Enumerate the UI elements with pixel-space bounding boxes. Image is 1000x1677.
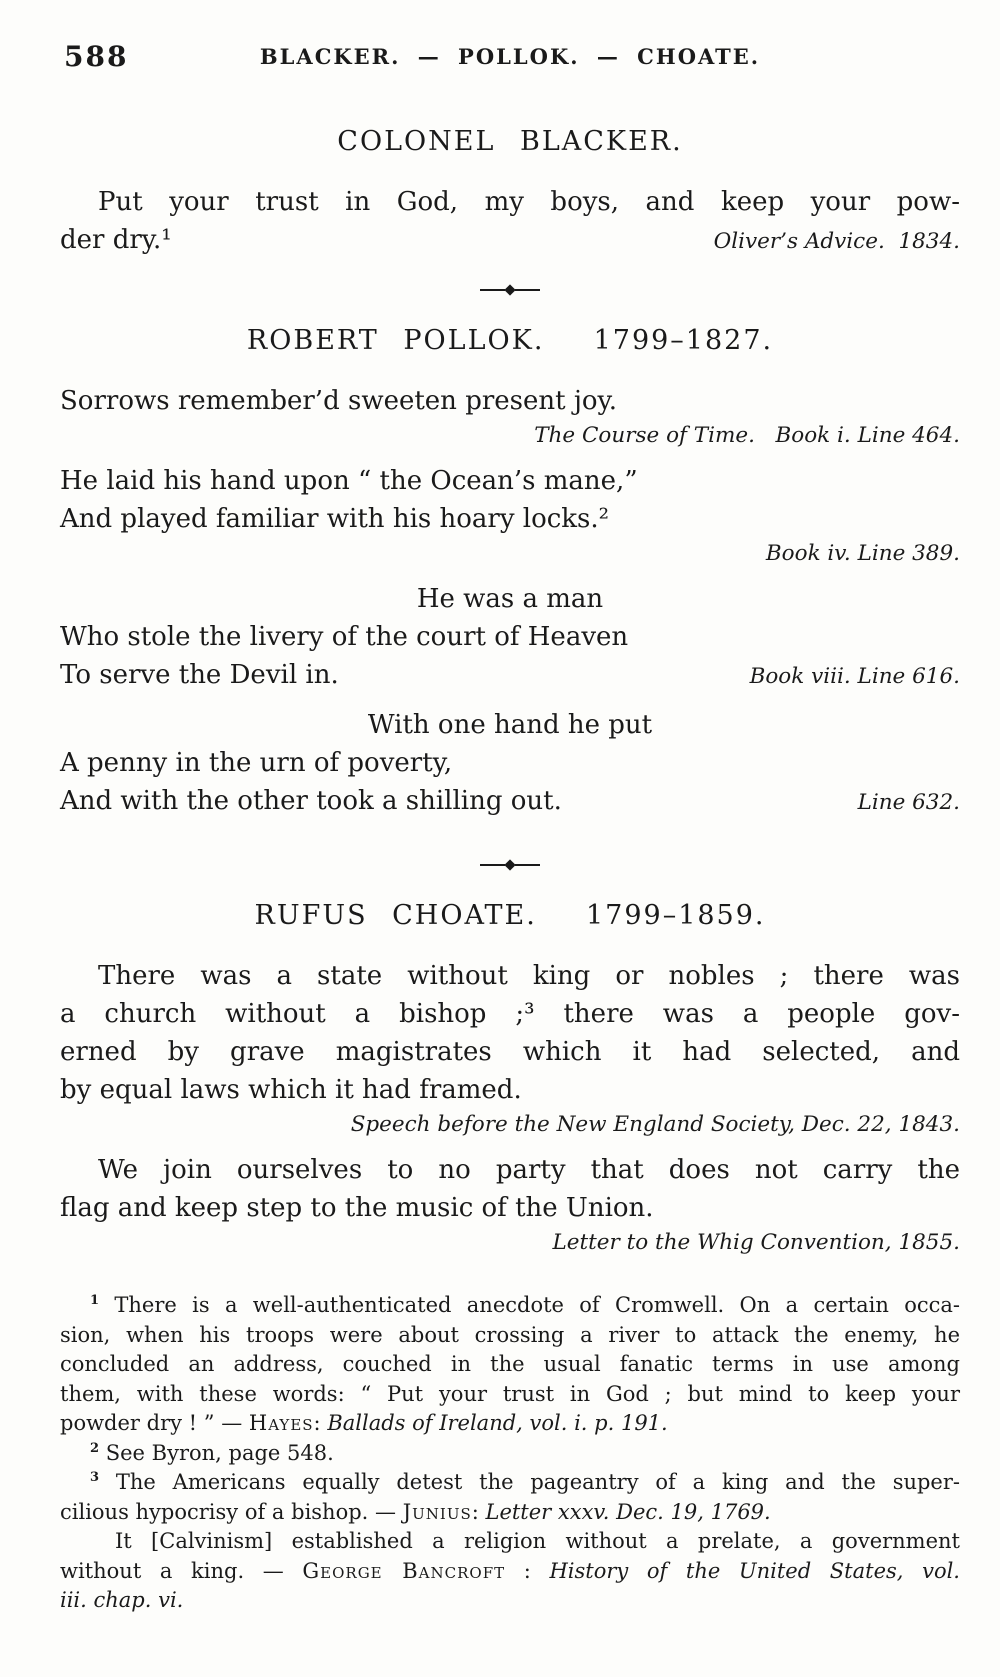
diamond-ornament-icon: [504, 859, 515, 870]
footnote-line: [60, 1557, 960, 1587]
footnote-line: [60, 1321, 960, 1351]
footnote-text: without a king. —: [60, 1558, 303, 1583]
citation: Book iv. Line 389.: [765, 541, 960, 566]
section-rufus-choate: [60, 900, 960, 1259]
footnote-marker: 2: [90, 1440, 100, 1456]
section-heading-choate: RUFUS CHOATE. 1799–1859.: [254, 900, 766, 931]
footnote-line: [60, 1468, 960, 1498]
citation: Oliver’s Advice. 1834.: [713, 229, 960, 254]
footnote-text: concluded an address, couched in the usual fanatic terms in use among: [60, 1352, 960, 1376]
quote-line: He laid his hand upon “ the Ocean’s mane,”: [60, 466, 638, 496]
footnote-text: There is a well-authenticated anecdote of Cromwell. On a certain occa-: [99, 1293, 960, 1317]
quote-line-with-citation: [60, 656, 960, 696]
quote-line-with-citation: [60, 221, 960, 261]
citation: Line 632.: [857, 790, 960, 815]
quote-line: Sorrows remember’d sweeten present joy.: [60, 386, 618, 416]
footnote-text: :: [313, 1411, 328, 1435]
quote-line: To serve the Devil in.: [60, 660, 339, 690]
pollok-quote-1: [60, 382, 960, 452]
quote-line: erned by grave magistrates which it had selected, and: [60, 1037, 960, 1067]
footnotes: [60, 1291, 960, 1616]
footnote-line: [60, 1439, 960, 1469]
citation: The Course of Time. Book i. Line 464.: [534, 423, 960, 448]
diamond-ornament-icon: [504, 284, 515, 295]
footnote-line: [60, 1498, 960, 1528]
footnote-text: George Bancroft: [302, 1558, 506, 1583]
footnote-text: See Byron, page 548.: [99, 1440, 334, 1465]
quote-line: He was a man: [416, 584, 604, 614]
footnote-text: iii. chap. vi.: [60, 1588, 184, 1612]
citation-line: [60, 1227, 960, 1259]
footnote-marker: 1: [90, 1293, 100, 1308]
blacker-quote: [60, 183, 960, 261]
quote-line: Put your trust in God, my boys, and keep your pow-: [98, 187, 960, 217]
footnote-line: [60, 1291, 960, 1321]
footnote-text: Ballads of Ireland, vol. i. p. 191.: [327, 1411, 668, 1435]
footnote-marker: 3: [90, 1470, 100, 1485]
running-header-title: BLACKER. — POLLOK. — CHOATE.: [259, 44, 761, 69]
section-heading-pollok: ROBERT POLLOK. 1799–1827.: [246, 325, 774, 356]
quote-line: And with the other took a shilling out.: [60, 786, 562, 816]
quote-line: Who stole the livery of the court of Heaven: [60, 622, 629, 652]
quote-line: There was a state without king or nobles ; there was: [98, 961, 960, 991]
quote-line: flag and keep step to the music of the Union.: [60, 1193, 654, 1223]
citation: Letter to the Whig Convention, 1855.: [552, 1230, 960, 1255]
page-header: [60, 40, 960, 76]
section-heading-blacker: COLONEL BLACKER.: [337, 126, 683, 157]
pollok-quote-4: [60, 706, 960, 822]
quote-line-with-citation: [60, 782, 960, 822]
citation: Speech before the New England Society, Dec. 22, 1843.: [350, 1112, 960, 1137]
footnote-line: [60, 1527, 960, 1557]
divider-rule-left: [480, 289, 505, 291]
footnote-text: :: [505, 1558, 550, 1583]
section-divider: [60, 856, 960, 874]
footnote-text: cilious hypocrisy of a bishop. —: [60, 1499, 403, 1524]
divider-rule-left: [480, 864, 505, 866]
footnote-text: It [Calvinism] established a religion without a prelate, a government: [115, 1529, 960, 1553]
footnote-text: sion, when his troops were about crossing a river to attack the enemy, he: [60, 1322, 960, 1347]
divider-rule-right: [515, 289, 540, 291]
footnote-text: The Americans equally detest the pageantry of a king and the super-: [99, 1470, 960, 1494]
quote-line: A penny in the urn of poverty,: [60, 748, 453, 778]
footnote-text: :: [471, 1499, 486, 1524]
section-colonel-blacker: [60, 126, 960, 261]
section-divider: [60, 281, 960, 299]
section-robert-pollok: [60, 325, 960, 822]
pollok-quote-2: [60, 462, 960, 570]
footnote-text: Hayes: [248, 1411, 314, 1435]
quote-line: And played familiar with his hoary locks.²: [60, 504, 610, 534]
footnote-text: History of the United States, vol.: [549, 1558, 960, 1583]
citation-line: [60, 420, 960, 452]
citation: Book viii. Line 616.: [749, 664, 960, 689]
quote-line: a church without a bishop ;³ there was a people gov-: [60, 999, 960, 1029]
footnote-line: [60, 1380, 960, 1410]
divider-rule-right: [515, 864, 540, 866]
quote-line: by equal laws which it had framed.: [60, 1075, 522, 1105]
quote-line: We join ourselves to no party that does not carry the: [98, 1155, 960, 1185]
quote-line: der dry.¹: [60, 225, 172, 255]
pollok-quote-3: [60, 580, 960, 696]
citation-line: [60, 1109, 960, 1141]
footnote-text: powder dry ! ” —: [60, 1411, 249, 1435]
quote-line: With one hand he put: [367, 710, 653, 740]
footnote-line: [60, 1350, 960, 1380]
footnote-text: them, with these words: “ Put your trust in God ; but mind to keep your: [60, 1381, 960, 1406]
footnote-line: [60, 1586, 960, 1616]
footnote-line: [60, 1409, 960, 1439]
footnote-text: Junius: [402, 1499, 472, 1524]
choate-quote-1: [60, 957, 960, 1141]
page-number: 588: [64, 40, 129, 73]
citation-line: [60, 538, 960, 570]
choate-quote-2: [60, 1151, 960, 1259]
footnote-text: Letter xxxv. Dec. 19, 1769.: [485, 1499, 771, 1524]
page-content: [60, 40, 960, 1616]
